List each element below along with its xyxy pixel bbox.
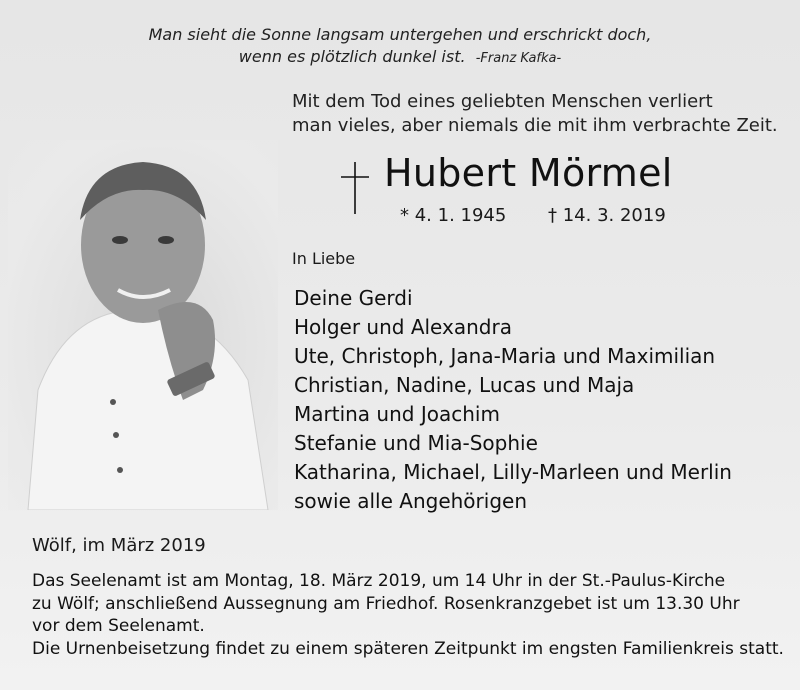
portrait-illustration [8, 140, 278, 510]
mourner-item: Deine Gerdi [294, 286, 413, 310]
quote-author: -Franz Kafka- [475, 51, 562, 66]
intro-line-1: Mit dem Tod eines geliebten Menschen verliert [292, 91, 713, 112]
kafka-quote [0, 24, 800, 70]
mourner-item: Christian, Nadine, Lucas und Maja [294, 373, 635, 397]
mourner-item: Holger und Alexandra [294, 315, 512, 339]
service-notice [32, 570, 792, 660]
death-date: † 14. 3. 2019 [548, 205, 666, 226]
mourner-item: Katharina, Michael, Lilly-Marleen und Merlin [294, 460, 732, 484]
mourner-item: Martina und Joachim [294, 402, 500, 426]
mourner-item: Ute, Christoph, Jana-Maria und Maximilian [294, 344, 716, 368]
notice-line-2: zu Wölf; anschließend Aussegnung am Friedhof. Rosenkranzgebet ist um 13.30 Uhr [32, 593, 740, 614]
quote-line-2-text: wenn es plötzlich dunkel ist. [238, 47, 466, 66]
place-date: Wölf, im März 2019 [32, 535, 206, 556]
birth-date: * 4. 1. 1945 [400, 205, 507, 226]
intro-text [292, 90, 792, 138]
deceased-name: Hubert Mörmel [384, 151, 673, 195]
in-love-label: In Liebe [292, 249, 356, 268]
mourners-list [294, 284, 732, 516]
notice-line-3: vor dem Seelenamt. [32, 616, 205, 636]
quote-line-1: Man sieht die Sonne langsam untergehen und erschrickt doch, [148, 25, 652, 44]
notice-line-1: Das Seelenamt ist am Montag, 18. März 2019, um 14 Uhr in der St.-Paulus-Kirche [32, 571, 726, 591]
intro-line-2: man vieles, aber niemals die mit ihm verbrachte Zeit. [292, 115, 778, 136]
quote-line-2 [0, 46, 800, 70]
mourner-item: Stefanie und Mia-Sophie [294, 431, 538, 455]
notice-line-4: Die Urnenbeisetzung findet zu einem späteren Zeitpunkt im engsten Familienkreis statt. [32, 638, 784, 659]
cross-icon [338, 160, 372, 216]
mourner-item: sowie alle Angehörigen [294, 489, 527, 513]
portrait-photo [8, 140, 278, 510]
